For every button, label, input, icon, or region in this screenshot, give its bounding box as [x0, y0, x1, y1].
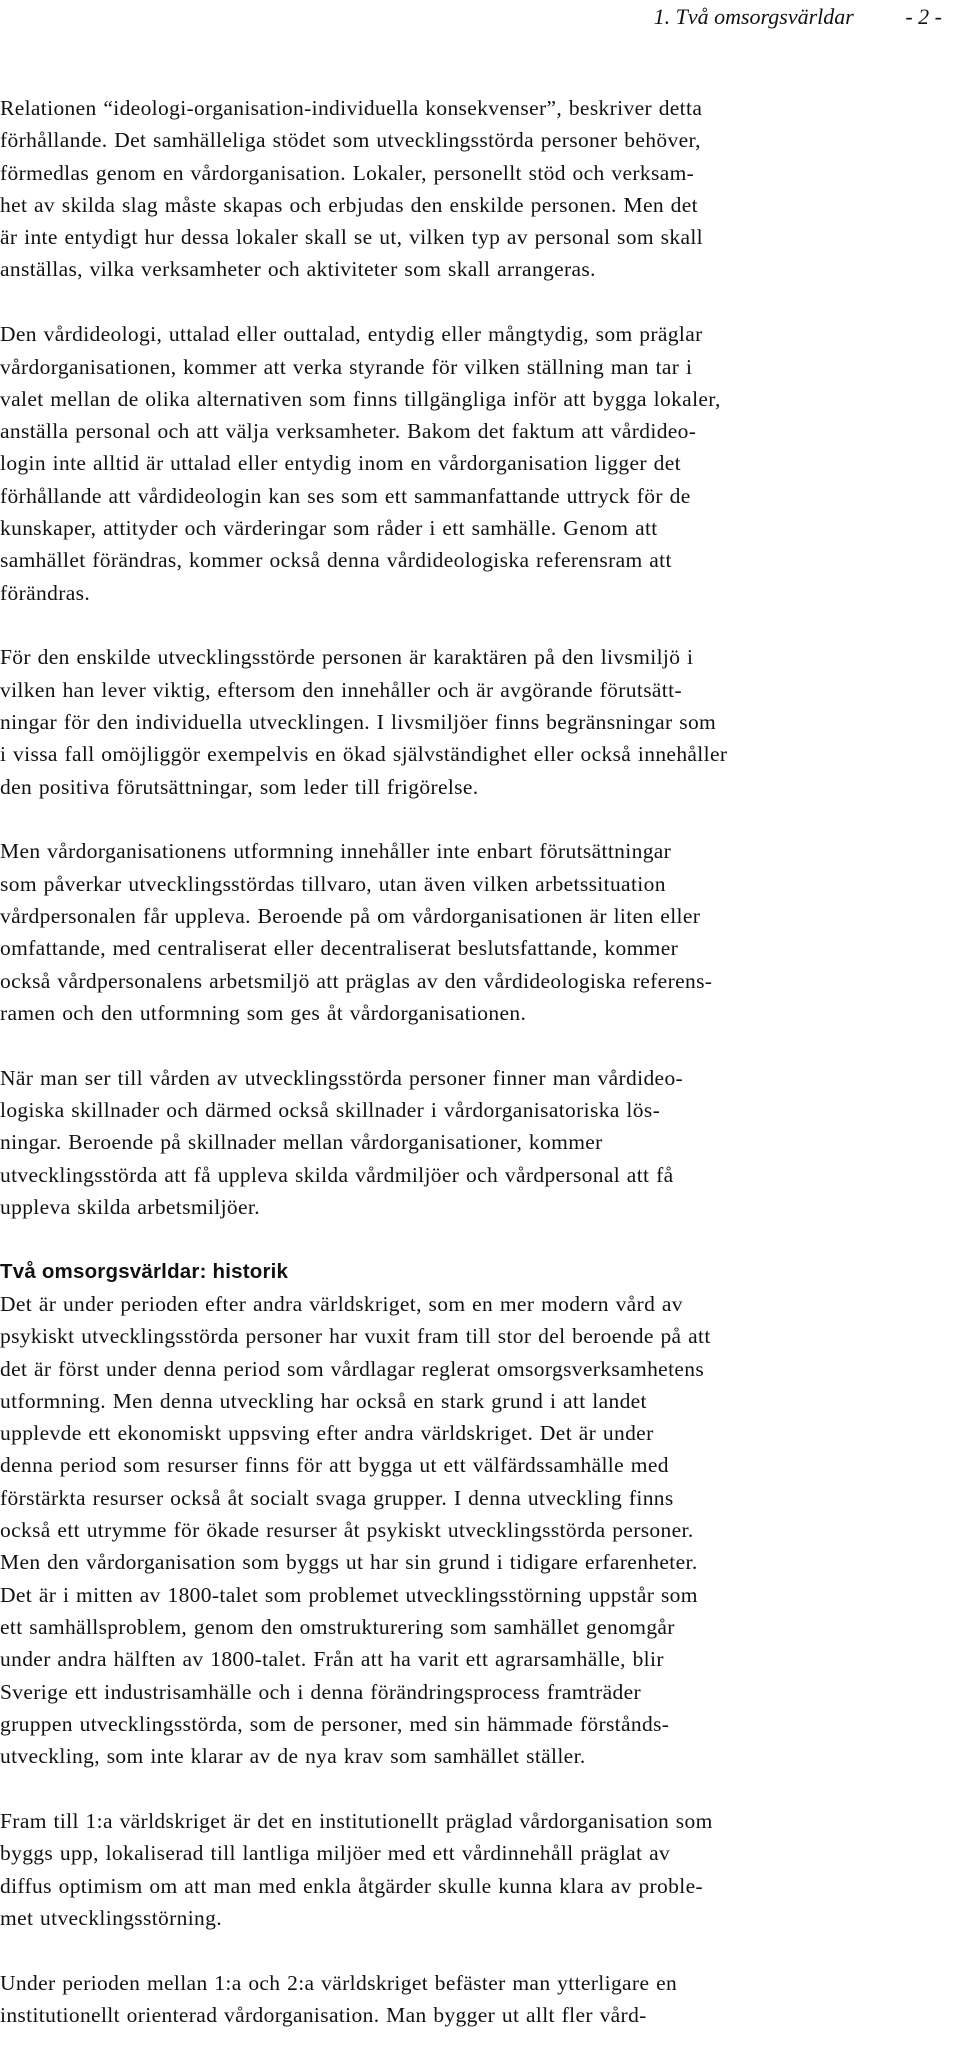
- text-line: som påverkar utvecklingsstördas tillvaro, utan även vilken arbetssituation: [0, 871, 666, 896]
- section-paragraphs: [0, 1288, 952, 2031]
- text-line: den positiva förutsättningar, som leder till frigörelse.: [0, 774, 479, 799]
- paragraph: [0, 1062, 952, 1223]
- text-line: anställas, vilka verksamheter och aktiviteter som skall arrangeras.: [0, 257, 596, 282]
- text-line: också vårdpersonalens arbetsmiljö att präglas av den vårdideologiska referens-: [0, 968, 713, 993]
- text-line: anställa personal och att välja verksamheter. Bakom det faktum att vårdideo-: [0, 419, 697, 444]
- text-line: valet mellan de olika alternativen som finns tillgängliga inför att bygga lokaler,: [0, 386, 721, 411]
- text-line: i vissa fall omöjliggör exempelvis en ökad självständighet eller också innehåller: [0, 742, 728, 767]
- text-line: vårdpersonalen får uppleva. Beroende på om vårdorganisationen är liten eller: [0, 904, 701, 929]
- text-line: diffus optimism om att man med enkla åtgärder skulle kunna klara av proble-: [0, 1873, 703, 1898]
- text-line: ningar för den individuella utvecklingen. I livsmiljöer finns begränsningar som: [0, 710, 717, 735]
- text-line: är inte entydigt hur dessa lokaler skall se ut, vilken typ av personal som skall: [0, 225, 703, 250]
- paragraph: [0, 1288, 952, 1772]
- page-header: [654, 4, 942, 30]
- text-line: institutionellt orienterad vårdorganisation. Man bygger ut allt fler vård-: [0, 2002, 647, 2027]
- text-line: upplevde ett ekonomiskt uppsving efter andra världskriget. Det är under: [0, 1421, 654, 1446]
- text-line: Fram till 1:a världskriget är det en institutionellt präglad vårdorganisation som: [0, 1808, 713, 1833]
- text-line: Men den vårdorganisation som byggs ut har sin grund i tidigare erfarenheter.: [0, 1550, 698, 1575]
- text-line: Under perioden mellan 1:a och 2:a världskriget befäster man ytterligare en: [0, 1970, 678, 1995]
- text-line: byggs upp, lokaliserad till lantliga miljöer med ett vårdinnehåll präglat av: [0, 1841, 671, 1866]
- section-heading: Två omsorgsvärldar: historik: [0, 1259, 289, 1283]
- text-line: ramen och den utformning som ges åt vårdorganisationen.: [0, 1000, 527, 1025]
- text-line: Men vårdorganisationens utformning innehåller inte enbart förutsättningar: [0, 839, 672, 864]
- text-line: utveckling, som inte klarar av de nya krav som samhället ställer.: [0, 1744, 586, 1769]
- text-line: det är först under denna period som vårdlagar reglerat omsorgsverksamhetens: [0, 1356, 705, 1381]
- text-line: omfattande, med centraliserat eller decentraliserat beslutsfattande, kommer: [0, 936, 679, 961]
- text-line: också ett utrymme för ökade resurser åt psykiskt utvecklingsstörda personer.: [0, 1518, 694, 1543]
- text-line: Det är under perioden efter andra världskriget, som en mer modern vård av: [0, 1292, 683, 1316]
- text-line: förhållande. Det samhälleliga stödet som utvecklingsstörda personer behöver,: [0, 128, 701, 153]
- text-line: förstärkta resurser också åt socialt svaga grupper. I denna utveckling finns: [0, 1485, 674, 1510]
- text-line: kunskaper, attityder och värderingar som råder i ett samhälle. Genom att: [0, 516, 658, 541]
- text-line: ett samhällsproblem, genom den omstrukturering som samhället genomgår: [0, 1614, 675, 1639]
- text-line: vårdorganisationen, kommer att verka styrande för vilken ställning man tar i: [0, 354, 693, 379]
- text-line: förhållande att vårdideologin kan ses som ett sammanfattande uttryck för de: [0, 483, 691, 508]
- text-line: uppleva skilda arbetsmiljöer.: [0, 1194, 260, 1219]
- text-line: vilken han lever viktig, eftersom den innehåller och är avgörande förutsätt-: [0, 677, 682, 702]
- text-line: samhället förändras, kommer också denna vårdideologiska referensram att: [0, 548, 672, 573]
- text-line: utvecklingsstörda att få uppleva skilda vårdmiljöer och vårdpersonal att få: [0, 1162, 674, 1187]
- text-line: psykiskt utvecklingsstörda personer har vuxit fram till stor del beroende på att: [0, 1324, 711, 1349]
- text-line: denna period som resurser finns för att bygga ut ett välfärdssamhälle med: [0, 1453, 669, 1478]
- paragraph: [0, 641, 952, 802]
- section-historik: [0, 1256, 952, 2032]
- text-line: Relationen “ideologi-organisation-individuella konsekvenser”, beskriver detta: [0, 96, 703, 120]
- chapter-title: 1. Två omsorgsvärldar: [653, 4, 854, 29]
- text-line: För den enskilde utvecklingsstörde personen är karaktären på den livsmiljö i: [0, 645, 694, 670]
- page-number: - 2 -: [905, 4, 942, 29]
- text-line: under andra hälften av 1800-talet. Från att ha varit ett agrarsamhälle, blir: [0, 1647, 664, 1672]
- text-line: förändras.: [0, 580, 91, 605]
- text-line: utformning. Men denna utveckling har också en stark grund i att landet: [0, 1388, 647, 1413]
- text-line: När man ser till vården av utvecklingsstörda personer finner man vårdideo-: [0, 1065, 684, 1090]
- text-line: het av skilda slag måste skapas och erbjudas den enskilde personen. Men det: [0, 192, 698, 217]
- intro-paragraphs: [0, 92, 952, 1223]
- paragraph: [0, 92, 952, 286]
- text-line: gruppen utvecklingsstörda, som de personer, med sin hämmade förstånds-: [0, 1711, 670, 1736]
- text-line: ningar. Beroende på skillnader mellan vårdorganisationer, kommer: [0, 1130, 603, 1155]
- text-line: logiska skillnader och därmed också skillnader i vårdorganisatoriska lös-: [0, 1098, 661, 1123]
- paragraph: [0, 1967, 952, 2032]
- paragraph: [0, 318, 952, 609]
- text-line: Den vårdideologi, uttalad eller outtalad, entydig eller mångtydig, som präglar: [0, 322, 703, 347]
- text-line: Det är i mitten av 1800-talet som problemet utvecklingsstörning uppstår som: [0, 1582, 698, 1607]
- text-line: förmedlas genom en vårdorganisation. Lokaler, personellt stöd och verksam-: [0, 160, 695, 185]
- paragraph: [0, 835, 952, 1029]
- paragraph: [0, 1805, 952, 1934]
- document-body: [0, 92, 952, 2031]
- text-line: login inte alltid är uttalad eller entydig inom en vårdorganisation ligger det: [0, 451, 681, 476]
- text-line: Sverige ett industrisamhälle och i denna förändringsprocess framträder: [0, 1679, 642, 1704]
- text-line: met utvecklingsstörning.: [0, 1905, 222, 1930]
